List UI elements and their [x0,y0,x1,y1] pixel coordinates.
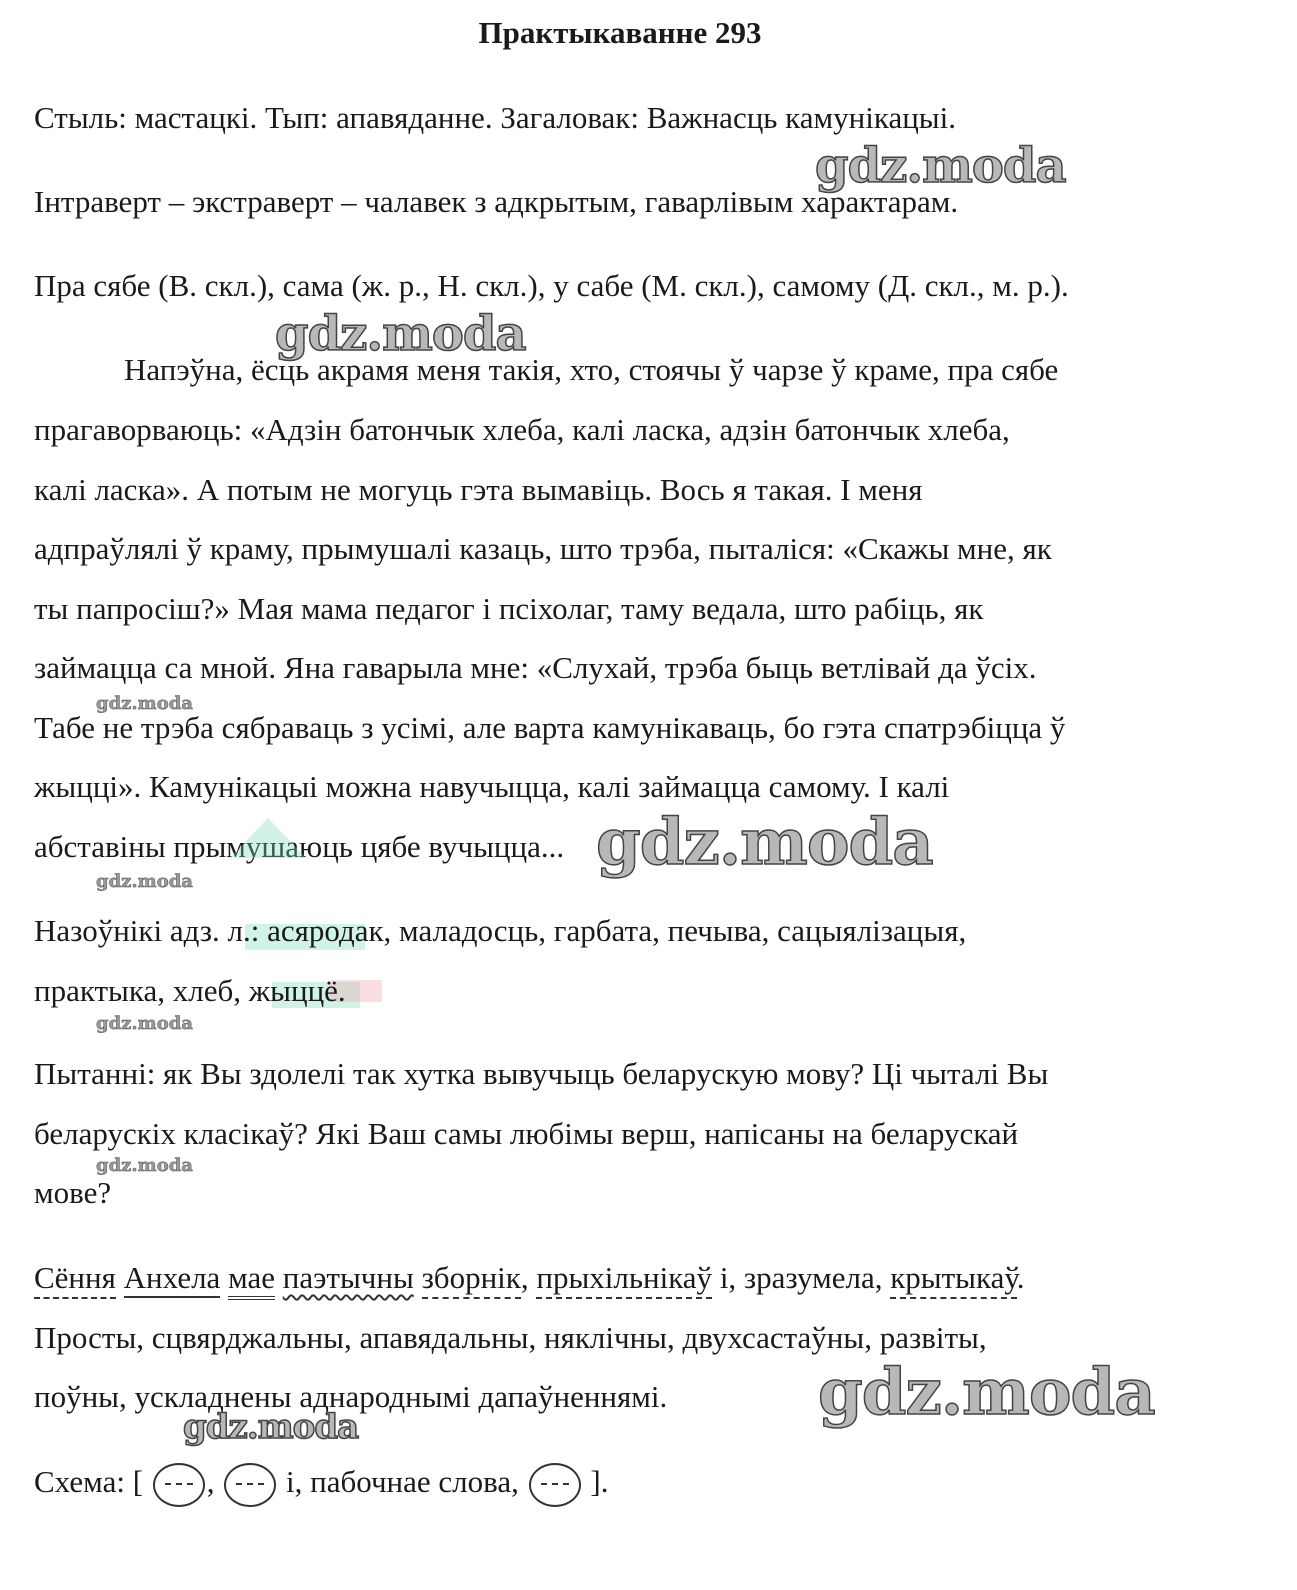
watermark-logo: gdz.moda [815,138,1066,194]
scheme-label: Схема: [ [34,1464,144,1499]
scheme-middle: і, пабочнае слова, [286,1464,519,1499]
object-oval-icon [153,1463,205,1507]
parsed-sentence: Сёння Анхела мае паэтычны зборнік, прыхільнікаў і, зразумела, крытыкаў. [34,1260,1025,1296]
pronoun-forms-line: Пра сябе (В. скл.), сама (ж. р., Н. скл.), у сабе (М. скл.), самому (Д. скл., м. р.). [34,268,1069,303]
story-line-2: прагаворваюць: «Адзін батончык хлеба, калі ласка, адзін батончык хлеба, [34,412,1010,447]
object-word-1: зборнік [422,1260,521,1299]
attribute-word: паэтычны [282,1260,414,1295]
object-word-2: прыхільнікаў [536,1260,712,1299]
story-line-4: адпраўлялі ў краму, прымушалі казаць, што трэба, пыталіся: «Скажы мне, як [34,531,1052,566]
highlight-mark [230,818,306,858]
story-line-7: Табе не трэба сябраваць з усімі, але варта камунікаваць, бо гэта спатрэбіцца ў [34,710,1066,745]
nouns-line-1: Назоўнікі адз. л.: асяродак, маладосць, гарбата, печыва, сацыялізацыя, [34,913,967,948]
watermark-logo: gdz.moda [96,1013,193,1034]
sentence-analysis-2: поўны, ускладнены аднароднымі дапаўненнямі. [34,1379,668,1414]
object-word-3: крытыкаў [890,1260,1017,1299]
watermark-logo: gdz.moda [275,306,526,362]
scheme-end: ]. [590,1464,609,1499]
watermark-logo: gdz.moda [596,805,933,880]
watermark-logo: gdz.moda [818,1355,1155,1430]
watermark-logo: gdz.moda [183,1407,359,1447]
story-line-6: займацца са мной. Яна гаварыла мне: «Слухай, трэба быць ветлівай да ўсіх. [34,650,1037,685]
style-line: Стыль: мастацкі. Тып: апавяданне. Загаловак: Важнасць камунікацыі. [34,100,956,135]
story-line-3: калі ласка». А потым не могуць гэта вымавіць. Вось я такая. І меня [34,472,923,507]
story-line-5: ты папросіш?» Мая мама педагог і псіхолаг, таму ведала, што рабіць, як [34,591,984,626]
sentence-end: . [1016,1260,1025,1295]
scheme-comma: , [206,1464,215,1499]
object-oval-icon [529,1463,581,1507]
page-title: Практыкаванне 293 [478,15,762,50]
introvert-line: Інтраверт – экстраверт – чалавек з адкрытым, гаварлівым характарам. [34,184,959,219]
story-line-8: жыцці». Камунікацыі можна навучыцца, калі займацца самому. І калі [34,769,950,804]
circumstance-word: Сёння [34,1260,116,1299]
parenthetical-phrase: і, зразумела, [719,1260,883,1295]
story-line-9: абставіны прымушаюць цябе вучыцца... [34,829,565,864]
subject-word: Анхела [124,1260,221,1298]
questions-line-1: Пытанні: як Вы здолелі так хутка вывучыць беларускую мову? Ці чыталі Вы [34,1056,1049,1091]
watermark-logo: gdz.moda [96,693,193,714]
questions-line-2: беларускіх класікаў? Які Ваш самы любімы верш, напісаны на беларускай [34,1116,1019,1151]
predicate-word: мае [228,1260,275,1300]
watermark-logo: gdz.moda [96,871,193,892]
watermark-logo: gdz.moda [96,1155,193,1176]
object-oval-icon [224,1463,276,1507]
nouns-line-2: практыка, хлеб, жыццё. [34,973,346,1008]
scheme-line [34,1460,608,1507]
sentence-analysis-1: Просты, сцвярджальны, апавядальны, няклічны, двухсастаўны, развіты, [34,1320,987,1355]
questions-line-3: мове? [34,1175,112,1210]
story-line-1: Напэўна, ёсць акрамя меня такія, хто, стоячы ў чарзе ў краме, пра сябе [124,352,1059,387]
